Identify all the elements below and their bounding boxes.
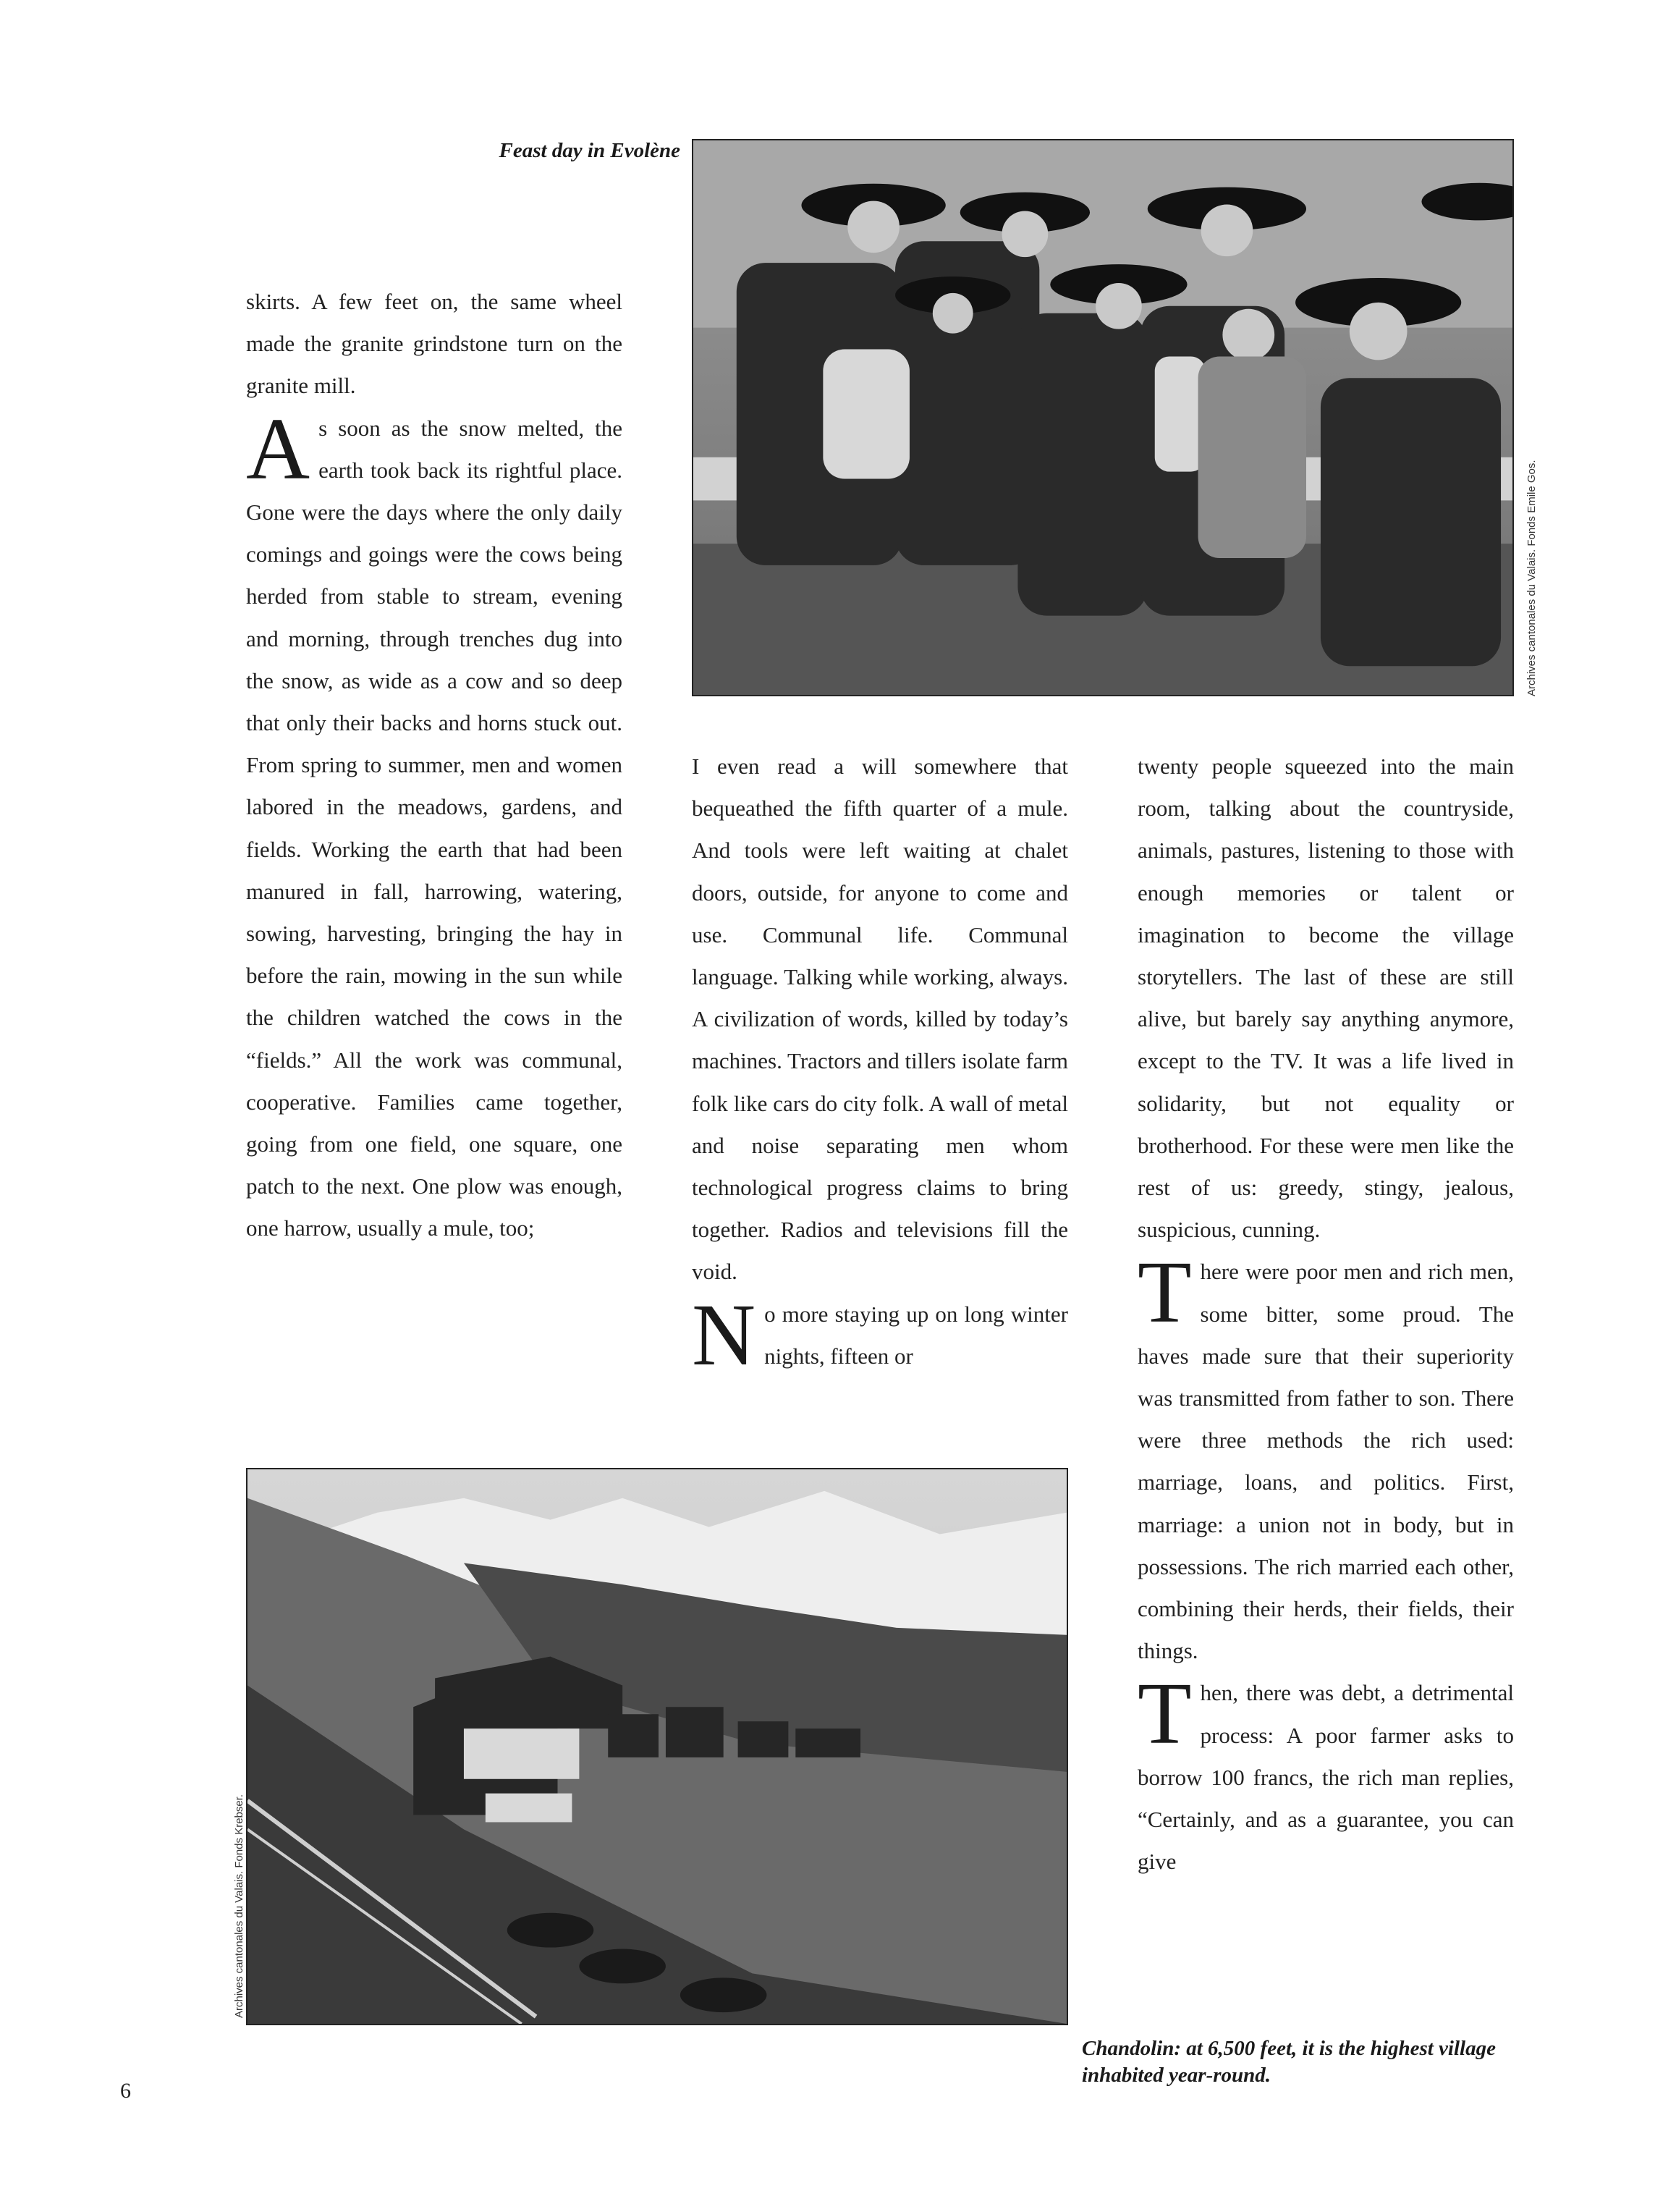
chandolin-village-photo: [246, 1468, 1068, 2025]
paragraph: [1138, 1244, 1514, 1672]
chandolin-image: [247, 1469, 1067, 2024]
paragraph: I even read a will somewhere that bequeathed the fifth quarter of a mule. And tools were left waiting at chalet doors, outside, for anyone to come and use. Communal life. Communal language. Talking while working, always. A civilization of words, killed by today’s machines. Tractors and tillers isolate farm folk like cars do city folk. A wall of metal and noise separating men whom technological progress claims to bring together. Radios and televisions fill the void.: [692, 753, 1068, 1285]
paragraph-text: s soon as the snow melted, the earth took back its rightful place. Gone were the days where the only daily comings and goings were the cows being herded from stable to stream, evening and morning, through trenches dug into the snow, as wide as a cow and so deep that only their backs and horns stuck out. From spring to summer, men and women labored in the meadows, gardens, and fields. Working the earth that had been manured in fall, harrowing, watering, sowing, harvesting, bringing the hay in before the rain, mowing in the sun while the children watched the cows in the “fields.” All the work was communal, cooperative. Families came together, going from one field, one square, one patch to the next. One plow was enough, one harrow, usually a mule, too;: [246, 415, 622, 1241]
photo-credit-top: Archives cantonales du Valais. Fonds Emile Gos.: [1525, 460, 1538, 696]
photo-caption-top: Feast day in Evolène: [499, 139, 680, 162]
drop-cap: T: [1138, 1665, 1192, 1763]
drop-cap: T: [1138, 1244, 1192, 1342]
feast-day-image: [693, 140, 1512, 695]
paragraph: twenty people squeezed into the main room, talking about the countryside, animals, pastures, listening to those with enough memories or talent or imagination to become the village storytellers. The last of these are still alive, but barely say anything anymore, except to the TV. It was a life lived in solidarity, but not equality or brotherhood. For these were men like the rest of us: greedy, stingy, jealous, suspicious, cunning.: [1138, 753, 1514, 1243]
feast-day-photo: [692, 139, 1514, 696]
paragraph: [692, 1286, 1068, 1384]
paragraph: [246, 400, 622, 1250]
text-column-right: [1138, 746, 1514, 1883]
drop-cap: N: [692, 1286, 756, 1384]
photo-caption-bottom: Chandolin: at 6,500 feet, it is the highest village inhabited year-round.: [1082, 2037, 1496, 2087]
paragraph: skirts. A few feet on, the same wheel made the granite grindstone turn on the granite mill.: [246, 289, 622, 399]
text-column-left: [246, 281, 622, 1250]
drop-cap: A: [246, 400, 310, 498]
paragraph-text: o more staying up on long winter nights, fifteen or: [764, 1301, 1068, 1369]
paragraph-text: here were poor men and rich men, some bitter, some proud. The haves made sure that their superiority was transmitted from father to son. There were three methods the rich used: marriage, loans, and politics. First, marriage: a union not in body, but in possessions. The rich married each other, combining their herds, their fields, their things.: [1138, 1259, 1514, 1664]
photo-credit-bottom: Archives cantonales du Valais. Fonds Krebser.: [233, 1794, 245, 2018]
page-number: 6: [120, 2079, 131, 2103]
paragraph: [1138, 1665, 1514, 1883]
paragraph-text: hen, there was debt, a detrimental process: A poor farmer asks to borrow 100 francs, the rich man replies, “Certainly, and as a guarantee, you can give: [1138, 1680, 1514, 1875]
text-column-middle: [692, 746, 1068, 1384]
